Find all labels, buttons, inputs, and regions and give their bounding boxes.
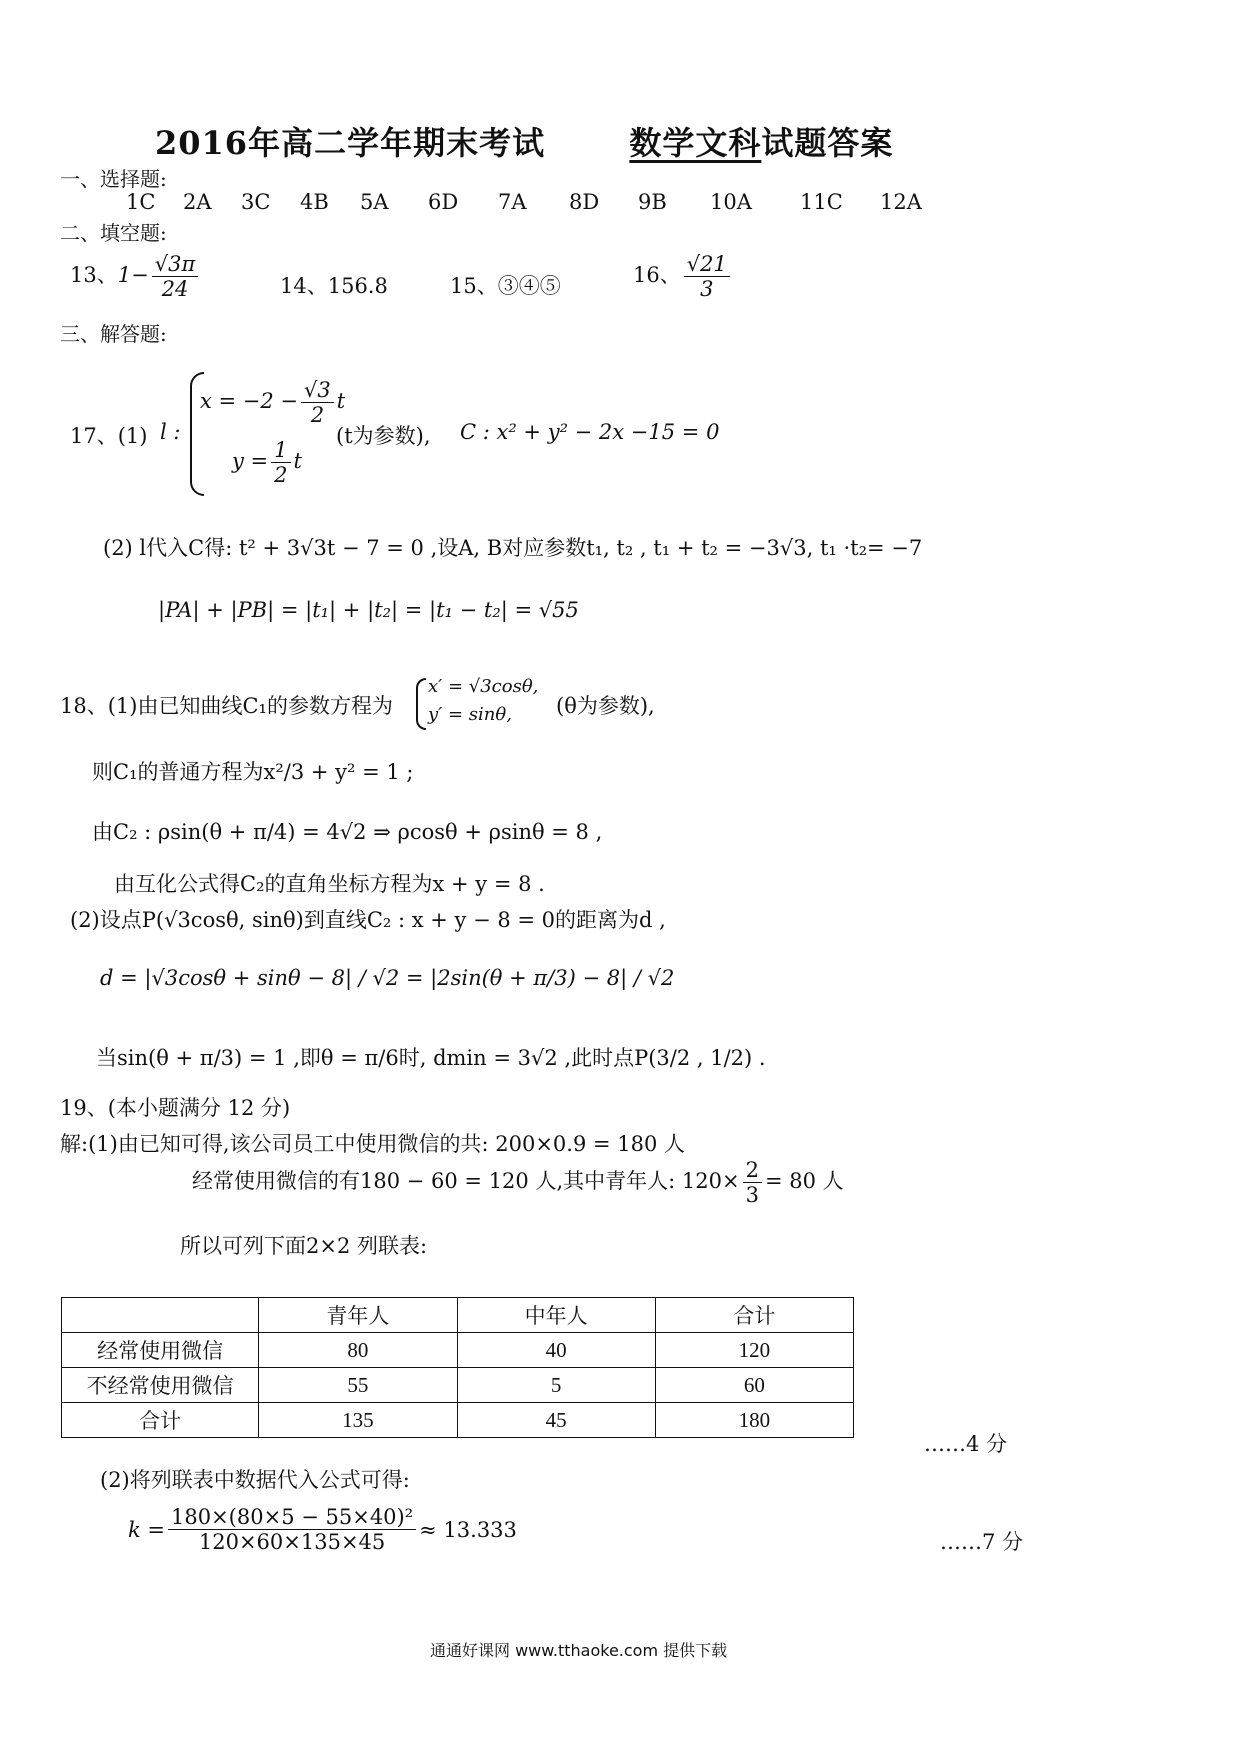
q18-line1: 18、(1)由已知曲线C₁的参数方程为 <box>60 694 393 718</box>
page-title <box>155 118 893 164</box>
q17-part2-line2: |PA| + |PB| = |t₁| + |t₂| = |t₁ − t₂| = √55 <box>158 598 579 622</box>
q18-param-note: (θ为参数), <box>556 694 655 718</box>
answer-6: 6D <box>428 190 459 214</box>
table-header-cell: 中年人 <box>457 1298 655 1333</box>
table-cell: 180 <box>655 1403 853 1438</box>
table-cell: 55 <box>259 1368 457 1403</box>
q18-system-brace <box>416 678 426 730</box>
answer-7: 7A <box>498 190 527 214</box>
answer-9: 9B <box>638 190 667 214</box>
table-cell: 不经常使用微信 <box>62 1368 259 1403</box>
table-cell: 120 <box>655 1333 853 1368</box>
table-row <box>62 1333 854 1368</box>
k-formula: k = $\frac{\text{180×(80×5 − 55×40)²}}{120\times 60\times 135\times 45}$ ≈ 13.333 <box>128 1505 517 1555</box>
q18-line6: d = |√3cosθ + sinθ − 8| / √2 = |2sin(θ + π/3) − 8| / √2 <box>100 966 675 990</box>
table-cell: 5 <box>457 1368 655 1403</box>
fill-answer-15: 15、③④⑤ <box>450 274 561 298</box>
table-cell: 80 <box>259 1333 457 1368</box>
table-cell: 135 <box>259 1403 457 1438</box>
q18-line4: 由互化公式得C₂的直角坐标方程为x + y = 8 . <box>114 872 545 896</box>
title-subject: 数学文科 <box>629 124 762 162</box>
table-cell: 40 <box>457 1333 655 1368</box>
title-part-1: 2016年高二学年期末考试 <box>155 124 546 162</box>
fill-answer-14: 14、156.8 <box>280 274 388 298</box>
table-cell: 合计 <box>62 1403 259 1438</box>
contingency-table <box>61 1297 854 1438</box>
q17-part2-line1: (2) l代入C得: t² + 3√3t − 7 = 0 ,设A, B对应参数t₁, t₂ , t₁ + t₂ = −3√3, t₁ ·t₂= −7 <box>103 536 923 560</box>
q17-y-equation: y = $\frac{1}{2}$ t <box>232 438 302 488</box>
title-part-3: 试题答案 <box>761 124 894 162</box>
q19-header: 19、(本小题满分 12 分) <box>60 1096 291 1120</box>
table-header-row <box>62 1298 854 1333</box>
table-header-cell <box>62 1298 259 1333</box>
q17-line-l-label: l : <box>160 420 181 444</box>
answer-11: 11C <box>800 190 843 214</box>
table-cell: 45 <box>457 1403 655 1438</box>
answer-2: 2A <box>183 190 212 214</box>
table-row <box>62 1368 854 1403</box>
q18-line7: 当sin(θ + π/3) = 1 ,即θ = π/6时, dmin = 3√2 ,此时点P(3/2 , 1/2) . <box>96 1046 766 1070</box>
q18-system-x: x′ = √3cosθ, <box>428 676 539 697</box>
fill-answer-16: 16、 $\frac{√21}{3}$ <box>633 252 733 301</box>
section-fill-label: 二、填空题: <box>60 221 167 245</box>
answer-3: 3C <box>241 190 271 214</box>
q19-line3: 所以可列下面2×2 列联表: <box>180 1234 428 1258</box>
q17-part1-label: 17、(1) <box>70 424 148 448</box>
fraction-16: $\frac{√21}{3}$ <box>684 252 730 301</box>
answer-4: 4B <box>300 190 329 214</box>
q19-part2: (2)将列联表中数据代入公式可得: <box>100 1468 410 1492</box>
section-solution-label: 三、解答题: <box>60 322 167 346</box>
q19-line2: 经常使用微信的有180 − 60 = 120 人,其中青年人: 120× $\frac{2}{3}$ = 80 人 <box>192 1158 844 1208</box>
q17-x-equation: x = −2 − $\frac{√3}{2}$ t <box>200 378 346 428</box>
q19-line1: 解:(1)由已知可得,该公司员工中使用微信的共: 200×0.9 = 180 人 <box>60 1132 686 1156</box>
fill-answer-13: 13、1− $\frac{√3\pi}{24}$ <box>70 252 201 301</box>
q18-line3: 由C₂ : ρsin(θ + π/4) = 4√2 ⇒ ρcosθ + ρsinθ = 8 , <box>92 820 603 844</box>
q17-param-note: (t为参数), <box>336 424 431 448</box>
table-cell: 60 <box>655 1368 853 1403</box>
footer-source: 通通好课网 www.tthaoke.com 提供下载 <box>430 1641 728 1660</box>
table-header-cell: 青年人 <box>259 1298 457 1333</box>
q17-circle-equation: C : x² + y² − 2x −15 = 0 <box>460 420 720 444</box>
q18-line2: 则C₁的普通方程为x²/3 + y² = 1 ; <box>92 760 414 784</box>
table-cell: 经常使用微信 <box>62 1333 259 1368</box>
answer-12: 12A <box>880 190 922 214</box>
answer-5: 5A <box>360 190 389 214</box>
answer-8: 8D <box>569 190 600 214</box>
q18-line5: (2)设点P(√3cosθ, sinθ)到直线C₂ : x + y − 8 = 0的距离为d , <box>70 908 666 932</box>
score-4: ……4 分 <box>924 1432 1008 1456</box>
table-header-cell: 合计 <box>655 1298 853 1333</box>
answer-1: 1C <box>126 190 156 214</box>
score-7: ……7 分 <box>940 1530 1024 1554</box>
answer-10: 10A <box>710 190 752 214</box>
q18-system-y: y′ = sinθ, <box>428 704 512 725</box>
table-row <box>62 1403 854 1438</box>
section-choice-label: 一、选择题: <box>60 167 167 191</box>
fraction-13: $\frac{√3\pi}{24}$ <box>152 252 199 301</box>
